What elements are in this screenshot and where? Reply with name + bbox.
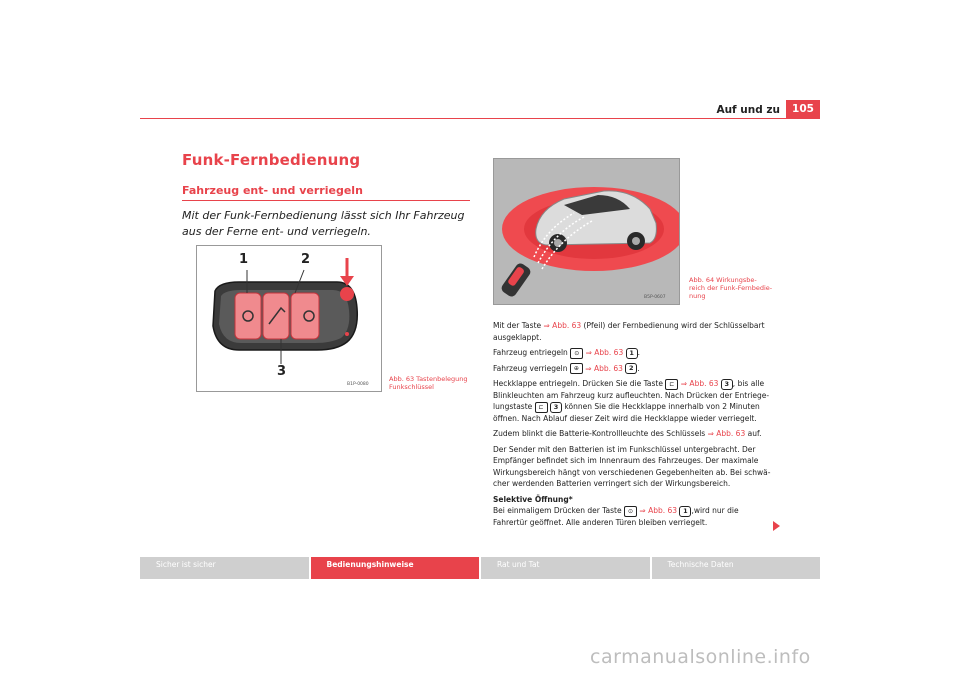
callout-3b: 3 [550,402,562,413]
next-page-arrow-icon[interactable] [773,521,780,531]
callout-1: 1 [626,348,638,359]
tab-rat-und-tat[interactable]: Rat und Tat [481,557,650,579]
tab-technische-daten[interactable]: Technische Daten [652,557,821,579]
unlock-key-icon-2: ⊙ [624,506,637,517]
figure-63-caption: Abb. 63 Tastenbelegung Funkschlüssel [389,375,468,391]
ref-abb-63[interactable]: ⇒ Abb. 63 [639,506,678,515]
tailgate-key-icon-2: ⊏ [535,402,548,413]
page-number: 105 [786,100,820,118]
ref-abb-63[interactable]: ⇒ Abb. 63 [680,379,719,388]
key-fob-illustration [197,246,381,391]
footer-tabs [140,557,820,579]
figure-63-label-3: 3 [277,364,287,379]
ref-abb-63[interactable]: ⇒ Abb. 63 [585,348,624,357]
unlock-key-icon: ⊙ [570,348,583,359]
callout-1b: 1 [679,506,691,517]
ref-abb-63[interactable]: ⇒ Abb. 63 [543,321,582,330]
figure-63-label-1: 1 [239,252,249,267]
figure-63-label-2: 2 [301,252,311,267]
lock-key-icon: ⊕ [570,363,583,374]
selective-opening-heading: Selektive Öffnung* [493,494,573,504]
body-text [493,320,775,532]
ref-abb-63[interactable]: ⇒ Abb. 63 [707,429,746,438]
figure-63-code: B1P-0080 [347,382,369,387]
subsection-title: Fahrzeug ent- und verriegeln [182,184,363,197]
figure-64-code: B5P-0607 [644,295,666,300]
header-rule [140,118,820,119]
watermark: carmanualsonline.info [590,646,811,668]
tab-bedienungshinweise[interactable]: Bedienungshinweise [311,557,480,579]
ref-abb-63[interactable]: ⇒ Abb. 63 [585,363,623,373]
paragraph-unlock: Fahrzeug entriegeln ⊙ ⇒ Abb. 63 1 . [493,348,641,357]
chapter-title: Auf und zu [716,104,780,116]
paragraph-selective: Bei einmaligem Drücken der Taste ⊙ ⇒ Abb. 63 1 ,wird nur die Fahrertür geöffnet. Alle anderen Türen bleiben verriegelt. [493,506,739,527]
paragraph-battery: Zudem blinkt die Batterie-Kontrollleuchte des Schlüssels ⇒ Abb. 63 auf. [493,429,762,438]
tailgate-key-icon: ⊏ [665,379,678,390]
tab-sicher-ist-sicher[interactable]: Sicher ist sicher [140,557,309,579]
figure-64-caption: Abb. 64 Wirkungsbe- reich der Funk-Fernbedie- nung [689,276,773,300]
car-range-illustration [494,159,679,304]
section-title: Funk-Fernbedienung [182,151,361,169]
figure-63-key-fob [196,245,382,392]
callout-3: 3 [721,379,733,390]
callout-2: 2 [625,363,637,374]
paragraph-lock: Fahrzeug verriegeln ⊕ ⇒ Abb. 63 2 . [493,363,640,373]
subsection-rule [182,200,470,201]
paragraph-transmitter: Der Sender mit den Batterien ist im Funkschlüssel untergebracht. Der Empfänger befindet sich im Innenraum des Fahrzeuges. Der maximale Wirkungsbereich hängt von verschiedenen Gegebenheiten ab. Bei schwä-cher werdenden Batterien verringert sich der Wirkungsbereich. [493,444,771,488]
paragraph-tailgate: Heckklappe entriegeln. Drücken Sie die Taste ⊏ ⇒ Abb. 63 3 , bis alle Blinkleuchten am Fahrzeug kurz aufleuchten. Nach Drücken der Entriege-lungstaste ⊏ 3 können Sie die Heckklappe innerhalb von 2 Minuten öffnen. Nach Ablauf dieser Zeit wird die Heckklappe wieder verriegelt. [493,379,770,423]
figure-64-car-range [493,158,680,305]
paragraph-key-bit: Mit der Taste ⇒ Abb. 63 (Pfeil) der Fernbedienung wird der Schlüsselbart ausgeklappt. [493,321,765,342]
intro-text: Mit der Funk-Fernbedienung lässt sich Ihr Fahrzeug aus der Ferne ent- und verriegeln. [182,209,465,238]
